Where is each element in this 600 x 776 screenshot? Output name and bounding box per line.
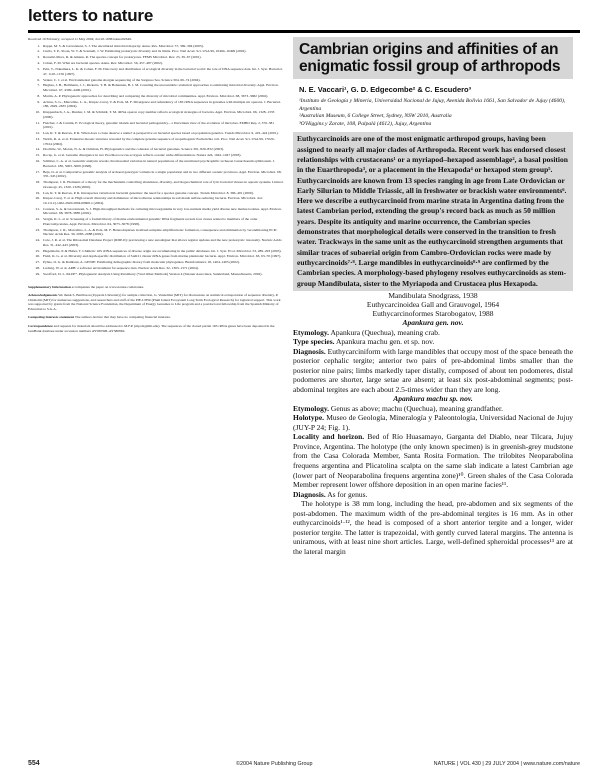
reference-text: Curtis, T. P., Sloan, W. T. & Scannell, J. W. Estimating prokaryotic diversity and its limits. Proc. Natl Acad. Sci. USA 99, 10494–10499 (2002). bbox=[43, 49, 247, 54]
holotype bbox=[293, 413, 573, 432]
reference-number: 21. bbox=[35, 206, 40, 211]
affiliations bbox=[299, 98, 573, 128]
reference-item bbox=[28, 137, 284, 146]
reference-text: Vergin, K. L. et al. Screening of a fosmid library of marine environmental genomic DNA fragments reveals four clones related to members of the order Planctomycetales. Appl. Environ. Microbiol. 64, 3075–3078 (1998). bbox=[43, 217, 258, 226]
reference-text: Lan, R. T. & Reeves, P. R. When does a clone deserve a name? A perspective on bacterial species based on population genetics. Trends Microbiol. 9, 419–424 (2001). bbox=[43, 131, 279, 136]
taxon-line: Euthycarcinoformes Starobogatov, 1988 bbox=[372, 309, 494, 319]
journal-reference: NATURE | VOL 430 | 29 JULY 2004 | www.nature.com/nature bbox=[433, 761, 580, 767]
reference-text: Cole, J. R. et al. The Ribosomal Database Project (RDP-II): previewing a new autoaligner that allows regular updates and the new prokaryotic taxonomy. Nucleic Acids Res. 31, 442–443 (2003). bbox=[43, 238, 282, 247]
etymology-text: Genus as above; machu (Quechua), meaning grandfather. bbox=[330, 403, 503, 413]
reference-text: Fletcher, J. & Cantini, E. Ecological theory, genomic islands and bacterial pathogenicity... a Darwinian view of the evolution of microbes. EMBO Rep. 2, 376–381 (2001). bbox=[43, 120, 275, 130]
copyright-notice: ©2004 Nature Publishing Group bbox=[236, 761, 313, 767]
acknowledgements bbox=[28, 293, 284, 311]
reference-number: 27. bbox=[35, 260, 40, 265]
reference-text: Ludwig, W. et al. ARB: a software environment for sequence data. Nucleic Acids Res. 32, 1363–1371 (2004). bbox=[43, 266, 199, 271]
taxon-line: Euthycarcinoidea Gall and Grauvogel, 1964 bbox=[366, 300, 500, 310]
reference-number: 15. bbox=[35, 153, 40, 158]
running-header bbox=[28, 6, 580, 32]
abstract: Euthycarcinoids are one of the most enigmatic arthropod groups, having been assigned to nearly all major clades of Arthropoda. Recent work has endorsed closest relationships with crustaceans¹ or a myriapod–hexapod assemblage², a basal position in the Euarthropoda³, or a placement in the Hexapoda⁴ or hexapod stem group⁵. Euthycarcinoids are known from 13 species ranging in age from Late Ordovician or Early Silurian to Middle Triassic, all in freshwater or brackish water environments⁶. Here we describe a euthycarcinoid from marine strata in Argentina dating from the latest Cambrian period, extending the group's record back as much as 50 million years. Despite its antiquity and marine occurrence, the Cambrian species demonstrates that morphological details were conserved in the transition to fresh water. Trackways in the same unit as the euthycarcinoid strengthen arguments that similar traces of subaerial origin from Cambro-Ordovician rocks were made by euthycarcinoids⁷·⁸. Large mandibles in euthycarcinoids⁸·⁹ are confirmed by the Cambrian species. A morphology-based phylogeny resolves euthycarcinoids as stem-group Mandibulata, sister to the Myriapoda and Crustacea plus Hexapoda. bbox=[293, 132, 573, 290]
correspondence-text: and requests for materials should be addressed to M.F.P. (mpolz@mit.edu). The sequences of the cloned partial 16S rRNA genes have been deposited in the GenBank database under accession numbers AY580598–AY580862. bbox=[28, 323, 275, 333]
supplementary-label: Supplementary Information bbox=[28, 284, 71, 289]
reference-number: 20. bbox=[35, 196, 40, 201]
reference-item bbox=[28, 131, 284, 136]
diagnosis-label: Diagnosis. bbox=[293, 489, 326, 499]
reference-number: 6. bbox=[37, 77, 40, 82]
locality-text: Bed of Río Huasamayo, Garganta del Diablo, near Tilcara, Jujuy Province, Argentina. The holotype (the only known specimen) is in greenish-grey mudstone from the Casa Colorada Member, Santa Rosita Formation. The trilobites Neoparabolina frequens argentina and Plicatolina scalpta on the same slab indicate a latest Cambrian age (lower part of Neoparabolina frequens argentina zone)¹⁰. Green shales of the Casa Colorada Member represent lower offshore deposition in an open marine facies¹¹. bbox=[293, 432, 573, 490]
reference-item bbox=[28, 153, 284, 158]
reference-item bbox=[28, 249, 284, 254]
diagnosis-genus bbox=[293, 347, 573, 395]
reference-text: Field, K. G. et al. Diversity and depth-specific distribution of SAR11 cluster rRNA genes from marine planktonic bacteria. Appl. Environ. Microbiol. 63, 63–70 (1997). bbox=[43, 254, 282, 259]
reference-text: Welch, R. A. et al. Extensive mosaic structure revealed by the complete genome sequence of uropathogenic Escherichia coli. Proc. Natl Acad. Sci. USA 99, 17020–17024 (2002). bbox=[43, 136, 276, 146]
reference-number: 17. bbox=[35, 169, 40, 174]
reference-item bbox=[28, 49, 284, 54]
reference-number: 13. bbox=[35, 136, 40, 141]
reference-item bbox=[28, 100, 284, 109]
locality-horizon bbox=[293, 432, 573, 489]
supplementary-section bbox=[28, 285, 284, 333]
reference-text: Schlüter, C. A. et al. Genomic analysis reveals chromosomal variation in natural populations of the uncultured psychrophilic archaeon Cenarchaeum symbiosum. J. Bacteriol. 180, 5003–5009 (1998). bbox=[43, 159, 275, 168]
acknowledgements-label: Acknowledgements bbox=[28, 293, 58, 298]
reference-item bbox=[28, 83, 284, 92]
reference-item bbox=[28, 191, 284, 196]
reference-text: Klepac-Ceraj, V. et al. High overall diversity and dominance of microdiverse relationships in salt marsh sulfate-reducing bacteria. Environ. Microbiol. doi: 10.1111/j.1462-2920.2004.00600.x (2004). bbox=[43, 196, 263, 205]
reference-text: Acinas, S. G., Marcelino, L. A., Klepac-Ceraj, V. & Polz, M. F. Divergence and redundancy of 16S rRNA sequences in genomes with multiple rrn operons. J. Bacteriol. 186, 2629–2635 (2004). bbox=[43, 99, 282, 109]
reference-number: 12. bbox=[35, 131, 40, 136]
correspondence bbox=[28, 324, 284, 333]
reference-item bbox=[28, 207, 284, 216]
reference-text: Martin, A. P. Phylogenetic approaches for describing and comparing the diversity of microbial communities. Appl. Environ. Microbiol. 68, 3673–3682 (2002). bbox=[43, 93, 269, 98]
etymology-text: Apankura (Quechua), meaning crab. bbox=[330, 327, 440, 337]
reference-item bbox=[28, 238, 284, 247]
etymology-species bbox=[293, 404, 573, 414]
reference-number: 29. bbox=[35, 272, 40, 277]
supplementary-info bbox=[28, 285, 284, 290]
left-column bbox=[28, 37, 284, 337]
reference-number: 25. bbox=[35, 248, 40, 253]
genus-heading: Apankura gen. nov. bbox=[402, 318, 464, 328]
taxon-line: Mandibulata Snodgrass, 1938 bbox=[388, 290, 478, 300]
reference-item bbox=[28, 180, 284, 189]
reference-number: 26. bbox=[35, 254, 40, 259]
reference-item bbox=[28, 196, 284, 205]
article-title: Cambrian origins and affinities of an enigmatic fossil group of arthropods bbox=[299, 41, 561, 75]
reference-text: Rosselló-Mora, R. & Amann, R. The species concept for prokaryotes. FEMS Microbiol. Rev. 25, 39–67 (2001). bbox=[43, 55, 202, 60]
diagnosis-species bbox=[293, 490, 573, 500]
affiliation-3: ³O'Higgins y Zarate, 108, Palpalá (4612), Jujuy, Argentina bbox=[299, 120, 432, 127]
reference-number: 19. bbox=[35, 190, 40, 195]
reference-item bbox=[28, 159, 284, 168]
etymology-label: Etymology. bbox=[293, 327, 330, 337]
reference-number: 5. bbox=[37, 67, 40, 72]
reference-text: Beja, O. et al. Comparative genomic analysis of archaeal genotypic variants in a single population and in two different oceanic provinces. Appl. Environ. Microbiol. 68, 335–345 (2002). bbox=[43, 169, 282, 179]
reference-text: Swofford, D. L. PAUP*. Phylogenetic Analysis Using Parsimony (*and Other Methods) Version 4 (Sinauer Associates, Sunderland, Massachusetts, 2002). bbox=[43, 272, 263, 277]
reference-text: Pybus, O. G. & Rambaut, A. GENIE: Estimating demographic history from molecular phylogenies. Bioinformatics 18, 1404–1405 (2002). bbox=[43, 260, 240, 265]
reference-number: 23. bbox=[35, 227, 40, 232]
species-heading: Apankura machu sp. nov. bbox=[393, 394, 473, 404]
taxonomy-block bbox=[293, 291, 573, 328]
correspondence-label: Correspondence bbox=[28, 323, 53, 328]
reference-text: Thompson, J. R., Marcelino, L. A. & Polz, M. F. Heteroduplexes in mixed-template amplifications: formation, consequence and elimination by 'reconditioning PCR'. Nucleic Acids Res. 30, 2083–2088 (2002). bbox=[43, 227, 278, 237]
reference-number: 2. bbox=[37, 49, 40, 54]
type-species-label: Type species. bbox=[293, 337, 335, 347]
reference-number: 11. bbox=[35, 120, 40, 125]
reference-item bbox=[28, 272, 284, 277]
reference-text: Cohan, F. M. What are bacterial species. Annu. Rev. Microbiol. 56, 457–487 (2002). bbox=[43, 61, 163, 66]
reference-item bbox=[28, 147, 284, 152]
reference-text: Pelz, T., Nakamura, L. K. & Cohan, F. M. Discovery and distribution of ecological diversity in the bacterial world: the role of DNA sequence data. Int. J. Syst. Bacteriol. 47, 1145–1156 (1997). bbox=[43, 67, 283, 76]
reference-list bbox=[28, 44, 284, 277]
reference-item bbox=[28, 266, 284, 271]
reference-item bbox=[28, 67, 284, 76]
reference-number: 22. bbox=[35, 217, 40, 222]
reference-text: Lan, R. T. & Reeves, P. R. Intraspecies variation in bacterial genomes: the need for a species genome concept. Trends Microbiol. 8, 396–401 (2000). bbox=[43, 190, 254, 195]
article-body bbox=[293, 328, 573, 557]
reference-text: Venter, C. J. et al. Environmental genome shotgun sequencing of the Sargasso Sea. Science 304, 66–74 (2004). bbox=[43, 77, 201, 82]
reference-item bbox=[28, 55, 284, 60]
reference-item bbox=[28, 228, 284, 237]
acknowledgements-text: We thank S. Bertilsson (Uppsala University) for sample collection, G. Vanzelmst (MIT) for discussions on statistical extrapolation of sequence diversity, P. Chisholm (MIT) for numerous suggestions, and researchers and staff of the PIE-LTER (Plum Island Ecosystem Long Term Ecological Research) for logistical support. This work was supported by grants from the National Science Foundation, the Department of Energy Genomes to Life program and a postdoctoral fellowship from the Spanish Ministry of Education to S.G.A. bbox=[28, 293, 281, 311]
reference-text: Hugenholtz, P. & Huber, T. Chimeric 16S rDNA sequences of diverse origin are accumulating in the public databases. Int. J. Syst. Evol. Microbiol. 53, 289–293 (2003). bbox=[43, 248, 282, 253]
reference-item bbox=[28, 94, 284, 99]
etymology-genus bbox=[293, 328, 573, 338]
reference-item bbox=[28, 110, 284, 119]
diagnosis-text: Euthycarciniform with large mandibles that occupy most of the space beneath the posterior cephalic tergite; anterior two pairs of pre-abdominal limbs smaller than the posterior nine pairs; limbs markedly taper distally, composed of about ten podomeres, distal podomeres are shorter, large setae are absent; at least six post-abdominal segments; post-abdominal tergites are each about 2.5-times wider than they are long. bbox=[293, 346, 574, 394]
competing-label: Competing interests statement bbox=[28, 315, 75, 320]
reference-number: 3. bbox=[37, 55, 40, 60]
supplementary-text: accompanies the paper on www.nature.com/nature. bbox=[71, 284, 145, 289]
reference-text: Rappé, M. S. & Giovannoni, S. J. The uncultured microbial majority. Annu. Rev. Microbiol. 57, 369–394 (2003). bbox=[43, 43, 204, 48]
page-footer bbox=[28, 760, 580, 772]
type-species-text: Apankura machu gen. et sp. nov. bbox=[336, 337, 435, 347]
reference-item bbox=[28, 61, 284, 66]
affiliation-1: ¹Instituto de Geología y Minería, Universidad Nacional de Jujuy, Avenida Bolivia 1661, San Salvador de Jujuy (4600), Argentina bbox=[299, 98, 566, 112]
diagnosis-label: Diagnosis. bbox=[293, 346, 326, 356]
page-number: 554 bbox=[28, 760, 40, 767]
reference-number: 18. bbox=[35, 180, 40, 185]
reference-text: Hughes, J. B., Hellmann, J. J., Ricketts, T. H. & Bohannan, B. J. M. Counting the uncountable: statistical approaches to estimating microbial diversity. Appl. Environ. Microbiol. 67, 4399–4406 (2001). bbox=[43, 83, 279, 92]
author-list: N. E. Vaccari¹, G. D. Edgecombe² & C. Escudero³ bbox=[299, 85, 472, 94]
competing-interests bbox=[28, 315, 284, 320]
reference-item bbox=[28, 170, 284, 179]
reference-number: 7. bbox=[37, 83, 40, 88]
reference-number: 24. bbox=[35, 238, 40, 243]
type-species bbox=[293, 337, 573, 347]
holotype-text: Museo de Geología, Mineralogía y Paleontología, Universidad Nacional de Jujuy (JUY-P 24; Fig. 1). bbox=[293, 413, 573, 432]
locality-label: Locality and horizon. bbox=[293, 432, 365, 442]
reference-text: Connon, S. A. & Giovannoni, S. J. High-throughput methods for culturing microorganisms in very low-nutrient media yield diverse new marine isolates. Appl. Environ. Microbiol. 68, 3878–3885 (2002). bbox=[43, 206, 282, 216]
competing-text: The authors declare that they have no competing financial interests. bbox=[74, 315, 171, 320]
description-paragraph: The holotype is 38 mm long, including the head, pre-abdomen and six segments of the post-abdomen. The maximum width of the pre-abdominal tergites is 16 mm. As in other euthycarcinoids¹·¹², the head is composed of a short anterior tergite and a longer, wider posterior tergite. The latter is trapezoidal, with gently curved lateral margins. The antenna is uniramous, with at least nine short articles. Large, well-defined spheroidal processes¹³ are at the lateral margin bbox=[293, 499, 573, 556]
etymology-label: Etymology. bbox=[293, 403, 330, 413]
reference-item bbox=[28, 260, 284, 265]
affiliation-2: ²Australian Museum, 6 College Street, Sydney, NSW 2010, Australia bbox=[299, 113, 452, 120]
reference-item bbox=[28, 121, 284, 130]
reference-text: Klappenbach, J. A., Dunbar, J. M. & Schmidt, T. M. rRNA operon copy number reflects ecological strategies of bacteria. Appl. Environ. Microbiol. 66, 1328–1333 (2000). bbox=[43, 110, 275, 119]
reference-number: 8. bbox=[37, 93, 40, 98]
reference-number: 4. bbox=[37, 61, 40, 66]
reference-number: 1. bbox=[37, 43, 40, 48]
journal-section-title: letters to nature bbox=[28, 6, 154, 25]
reference-number: 16. bbox=[35, 159, 40, 164]
reference-text: Doolittle, W., Moran, N. A. & Ochman, H. Phylogenetics and the cohesion of bacterial genomes. Science 301, 829–832 (2003). bbox=[43, 147, 224, 152]
reference-number: 14. bbox=[35, 147, 40, 152]
header-rule bbox=[28, 30, 580, 33]
holotype-label: Holotype. bbox=[293, 413, 325, 423]
title-box bbox=[293, 37, 573, 79]
diagnosis-text: As for genus. bbox=[327, 489, 368, 499]
reference-item bbox=[28, 217, 284, 226]
received-line: Received 10 February; accepted 11 May 2004; doi:10.1038/nature02649. bbox=[28, 37, 132, 41]
reference-number: 28. bbox=[35, 266, 40, 271]
reference-item bbox=[28, 254, 284, 259]
reference-number: 10. bbox=[35, 110, 40, 115]
reference-item bbox=[28, 78, 284, 83]
reference-item bbox=[28, 44, 284, 49]
reference-number: 9. bbox=[37, 99, 40, 104]
right-column bbox=[293, 37, 573, 556]
reference-text: Thompson, J. R. Elements of a theory for the mechanisms controlling abundance, diversity, and biogeochemical role of lytic bacterial viruses in aquatic systems. Limnol. Oceanogr. 45, 1320–1328 (2000). bbox=[43, 180, 284, 189]
reference-text: Rocap, G. et al. Genome divergence in two Prochlorococcus ecotypes reflects oceanic niche differentiation. Nature 424, 1042–1047 (2003). bbox=[43, 153, 242, 158]
